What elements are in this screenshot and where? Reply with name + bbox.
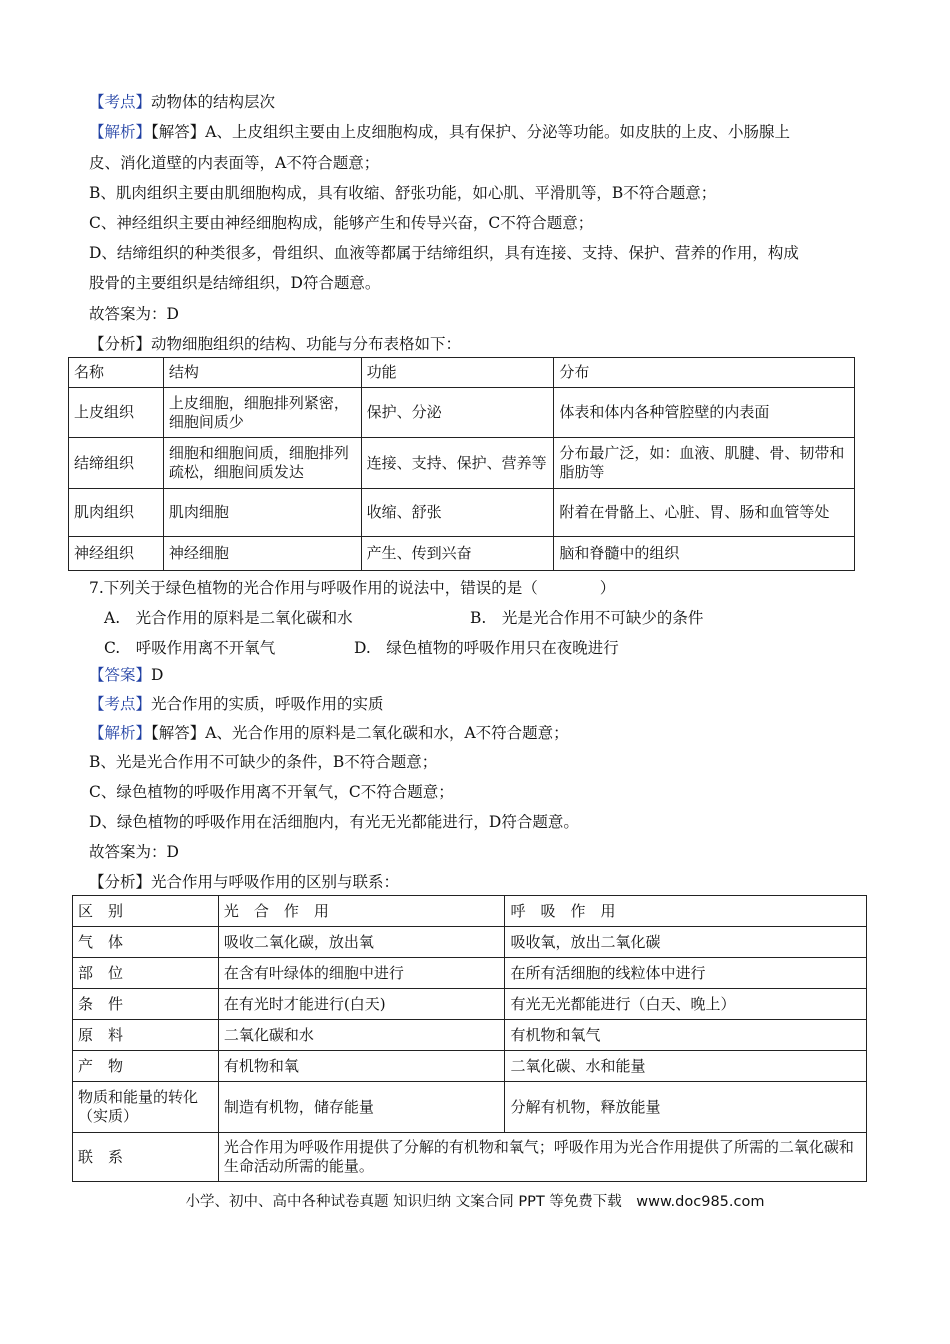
daan-tag: 【答案】	[89, 666, 152, 684]
answer-line: 故答案为：D	[89, 843, 179, 861]
text-line: C、绿色植物的呼吸作用离不开氧气，C不符合题意；	[89, 783, 454, 801]
table-cell: 神经细胞	[163, 537, 361, 571]
kaodian-line-1	[89, 92, 275, 112]
daan-line	[89, 665, 163, 685]
table-cell: 结缔组织	[69, 438, 164, 489]
text-line: B、光是光合作用不可缺少的条件，B不符合题意；	[89, 753, 438, 771]
table-cell: 脑和脊髓中的组织	[554, 537, 855, 571]
table-header-cell: 结构	[163, 358, 361, 388]
table-cell: 气 体	[73, 927, 219, 958]
table-cell: 原 料	[73, 1020, 219, 1051]
table-cell: 有机物和氧	[218, 1051, 505, 1082]
table-cell: 上皮细胞，细胞排列紧密，细胞间质少	[163, 388, 361, 438]
table-row	[69, 388, 855, 438]
fenxi-line: 【分析】动物细胞组织的结构、功能与分布表格如下：	[89, 335, 462, 353]
table-cell: 吸收氧，放出二氧化碳	[505, 927, 867, 958]
table-cell: 产生、传到兴奋	[361, 537, 554, 571]
text-line: D、结缔组织的种类很多，骨组织、血液等都属于结缔组织，具有连接、支持、保护、营养的作用，构成	[89, 244, 799, 262]
option-c: C. 呼吸作用离不开氧气	[104, 639, 276, 657]
table-cell: 收缩、舒张	[361, 489, 554, 537]
option-b: B. 光是光合作用不可缺少的条件	[470, 609, 704, 627]
table-row	[73, 1020, 867, 1051]
table-cell: 连接、支持、保护、营养等	[361, 438, 554, 489]
option-a: A. 光合作用的原料是二氧化碳和水	[104, 609, 353, 627]
table-cell: 神经组织	[69, 537, 164, 571]
jiexi-line-2	[89, 723, 569, 743]
daan-text: D	[151, 666, 164, 684]
table-cell: 在含有叶绿体的细胞中进行	[218, 958, 505, 989]
table-cell: 分解有机物，释放能量	[505, 1082, 867, 1133]
table-cell: 分布最广泛，如：血液、肌腱、骨、韧带和脂肪等	[554, 438, 855, 489]
table-cell: 肌肉组织	[69, 489, 164, 537]
text-line: C、神经组织主要由神经细胞构成，能够产生和传导兴奋，C不符合题意；	[89, 214, 594, 232]
kaodian-text: 动物体的结构层次	[151, 93, 276, 111]
table-row	[73, 989, 867, 1020]
photosynthesis-respiration-table	[72, 895, 867, 1182]
table-row	[69, 489, 855, 537]
kaodian-tag: 【考点】	[89, 93, 152, 111]
table-cell: 吸收二氧化碳，放出氧	[218, 927, 505, 958]
jiexi-line-1	[89, 122, 790, 142]
table-cell: 二氧化碳、水和能量	[505, 1051, 867, 1082]
table-cell: 制造有机物，储存能量	[218, 1082, 505, 1133]
table-header-cell: 名称	[69, 358, 164, 388]
table-cell: 上皮组织	[69, 388, 164, 438]
table-row	[73, 927, 867, 958]
table-row	[73, 1051, 867, 1082]
table-header-cell: 分布	[554, 358, 855, 388]
table-cell: 附着在骨骼上、心脏、胃、肠和血管等处	[554, 489, 855, 537]
table-row	[69, 358, 855, 388]
table-header-cell: 功能	[361, 358, 554, 388]
jiexi-tag: 【解析】	[89, 123, 152, 141]
table-cell: 联 系	[73, 1133, 219, 1182]
table-row	[73, 1133, 867, 1182]
text-line: 股骨的主要组织是结缔组织，D符合题意。	[89, 274, 381, 292]
table-cell: 物质和能量的转化（实质）	[73, 1082, 219, 1133]
table-cell: 在有光时才能进行(白天)	[218, 989, 505, 1020]
question-7-stem: 7.下列关于绿色植物的光合作用与呼吸作用的说法中，错误的是（ ）	[89, 579, 616, 597]
table-row	[69, 438, 855, 489]
jiexi-tag: 【解析】	[89, 724, 152, 742]
table-cell: 产 物	[73, 1051, 219, 1082]
table-cell: 肌肉细胞	[163, 489, 361, 537]
table-row	[73, 896, 867, 927]
kaodian-line-2	[89, 694, 384, 714]
table-cell: 条 件	[73, 989, 219, 1020]
text-line: 皮、消化道壁的内表面等，A不符合题意；	[89, 154, 380, 172]
table-header-cell: 光 合 作 用	[218, 896, 505, 927]
table-cell: 有光无光都能进行（白天、晚上）	[505, 989, 867, 1020]
table-row	[69, 537, 855, 571]
table-header-cell: 区 别	[73, 896, 219, 927]
kaodian-text: 光合作用的实质，呼吸作用的实质	[151, 695, 384, 713]
fenxi-line: 【分析】光合作用与呼吸作用的区别与联系：	[89, 873, 400, 891]
table-cell: 体表和体内各种管腔壁的内表面	[554, 388, 855, 438]
answer-line: 故答案为：D	[89, 305, 179, 323]
kaodian-tag: 【考点】	[89, 695, 152, 713]
table-header-cell: 呼 吸 作 用	[505, 896, 867, 927]
tissue-table	[68, 357, 855, 571]
table-row	[73, 1082, 867, 1133]
table-cell: 细胞和细胞间质，细胞排列疏松，细胞间质发达	[163, 438, 361, 489]
option-d: D. 绿色植物的呼吸作用只在夜晚进行	[354, 639, 619, 657]
table-cell: 保护、分泌	[361, 388, 554, 438]
table-cell: 光合作用为呼吸作用提供了分解的有机物和氧气；呼吸作用为光合作用提供了所需的二氧化碳和生命活动所需的能量。	[218, 1133, 866, 1182]
jiexi-text: 【解答】A、上皮组织主要由上皮细胞构成，具有保护、分泌等功能。如皮肤的上皮、小肠腺上	[151, 123, 790, 141]
table-row	[73, 958, 867, 989]
text-line: B、肌肉组织主要由肌细胞构成，具有收缩、舒张功能，如心肌、平滑肌等，B不符合题意；	[89, 184, 717, 202]
jiexi-text: 【解答】A、光合作用的原料是二氧化碳和水，A不符合题意；	[151, 724, 569, 742]
table-cell: 部 位	[73, 958, 219, 989]
footer-text: 小学、初中、高中各种试卷真题 知识归纳 文案合同 PPT 等免费下载 www.doc985.com	[185, 1194, 765, 1210]
table-cell: 二氧化碳和水	[218, 1020, 505, 1051]
table-cell: 在所有活细胞的线粒体中进行	[505, 958, 867, 989]
table-cell: 有机物和氧气	[505, 1020, 867, 1051]
text-line: D、绿色植物的呼吸作用在活细胞内，有光无光都能进行，D符合题意。	[89, 813, 579, 831]
